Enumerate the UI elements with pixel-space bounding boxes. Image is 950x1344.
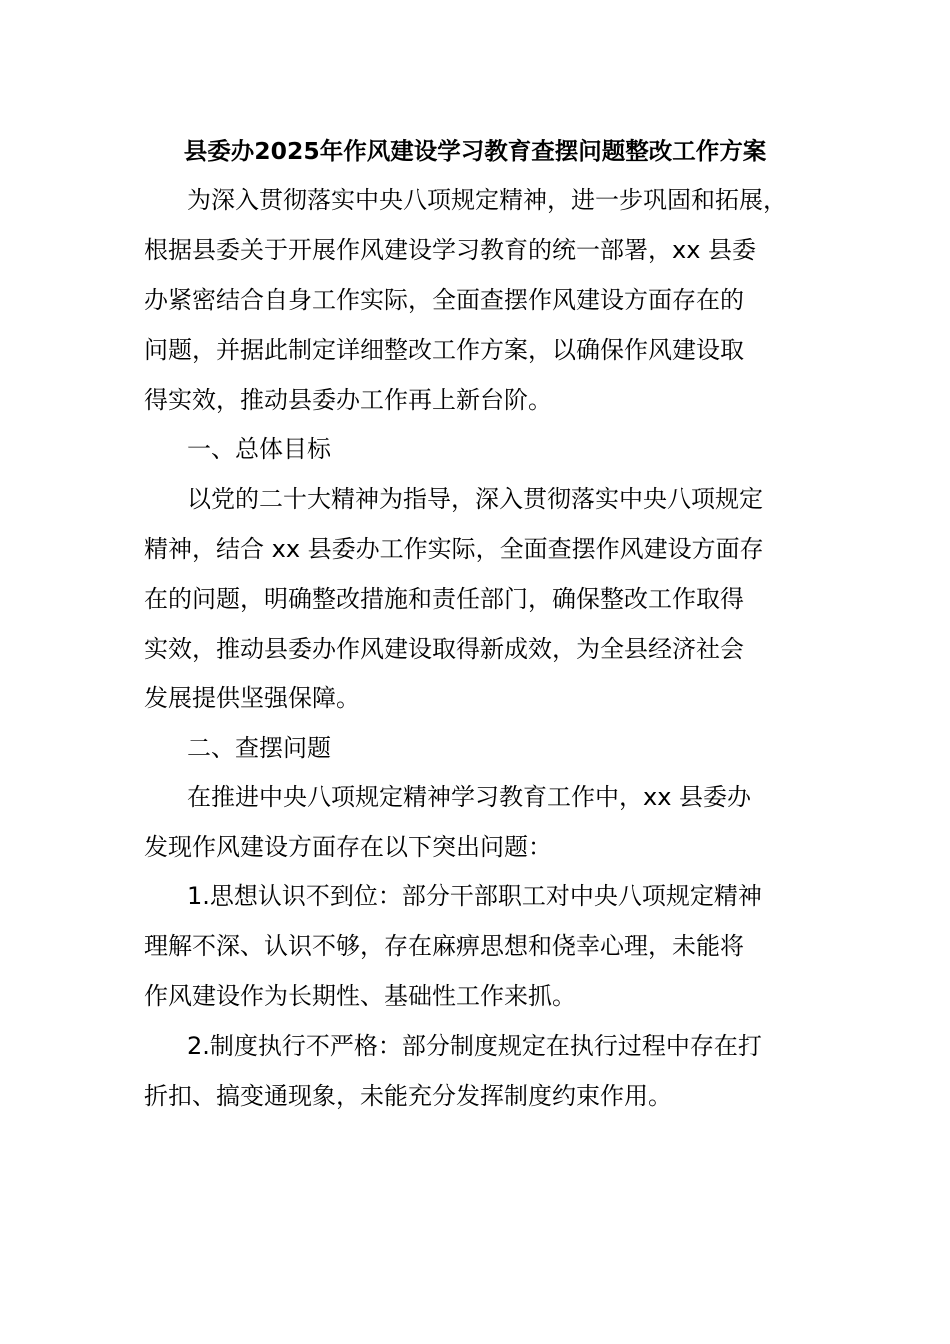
paragraph-line: 实效，推动县委办作风建设取得新成效，为全县经济社会 bbox=[144, 635, 744, 663]
paragraph-line: 得实效，推动县委办工作再上新台阶。 bbox=[144, 386, 552, 414]
paragraph-line: 发展提供坚强保障。 bbox=[144, 684, 360, 712]
list-item-line: 折扣、搞变通现象，未能充分发挥制度约束作用。 bbox=[144, 1082, 672, 1110]
section-heading-goal: 一、总体目标 bbox=[187, 435, 331, 463]
list-item-line: 1.思想认识不到位：部分干部职工对中央八项规定精神 bbox=[187, 882, 762, 910]
list-item-line: 作风建设作为长期性、基础性工作来抓。 bbox=[144, 982, 576, 1010]
document-title: 县委办2025年作风建设学习教育查摆问题整改工作方案 bbox=[183, 137, 767, 165]
paragraph-line: 办紧密结合自身工作实际，全面查摆作风建设方面存在的 bbox=[144, 286, 744, 314]
paragraph-line: 发现作风建设方面存在以下突出问题： bbox=[144, 833, 552, 861]
paragraph-line: 根据县委关于开展作风建设学习教育的统一部署，xx 县委 bbox=[144, 236, 757, 264]
paragraph-line: 问题，并据此制定详细整改工作方案，以确保作风建设取 bbox=[144, 336, 744, 364]
section-heading-problems: 二、查摆问题 bbox=[187, 734, 331, 762]
paragraph-line: 为深入贯彻落实中央八项规定精神，进一步巩固和拓展， bbox=[187, 186, 787, 214]
paragraph-line: 以党的二十大精神为指导，深入贯彻落实中央八项规定 bbox=[187, 485, 763, 513]
list-item-line: 理解不深、认识不够，存在麻痹思想和侥幸心理，未能将 bbox=[144, 932, 744, 960]
list-item-line: 2.制度执行不严格：部分制度规定在执行过程中存在打 bbox=[187, 1032, 762, 1060]
paragraph-line: 精神，结合 xx 县委办工作实际，全面查摆作风建设方面存 bbox=[144, 535, 764, 563]
paragraph-line: 在的问题，明确整改措施和责任部门，确保整改工作取得 bbox=[144, 585, 744, 613]
paragraph-line: 在推进中央八项规定精神学习教育工作中，xx 县委办 bbox=[187, 783, 752, 811]
